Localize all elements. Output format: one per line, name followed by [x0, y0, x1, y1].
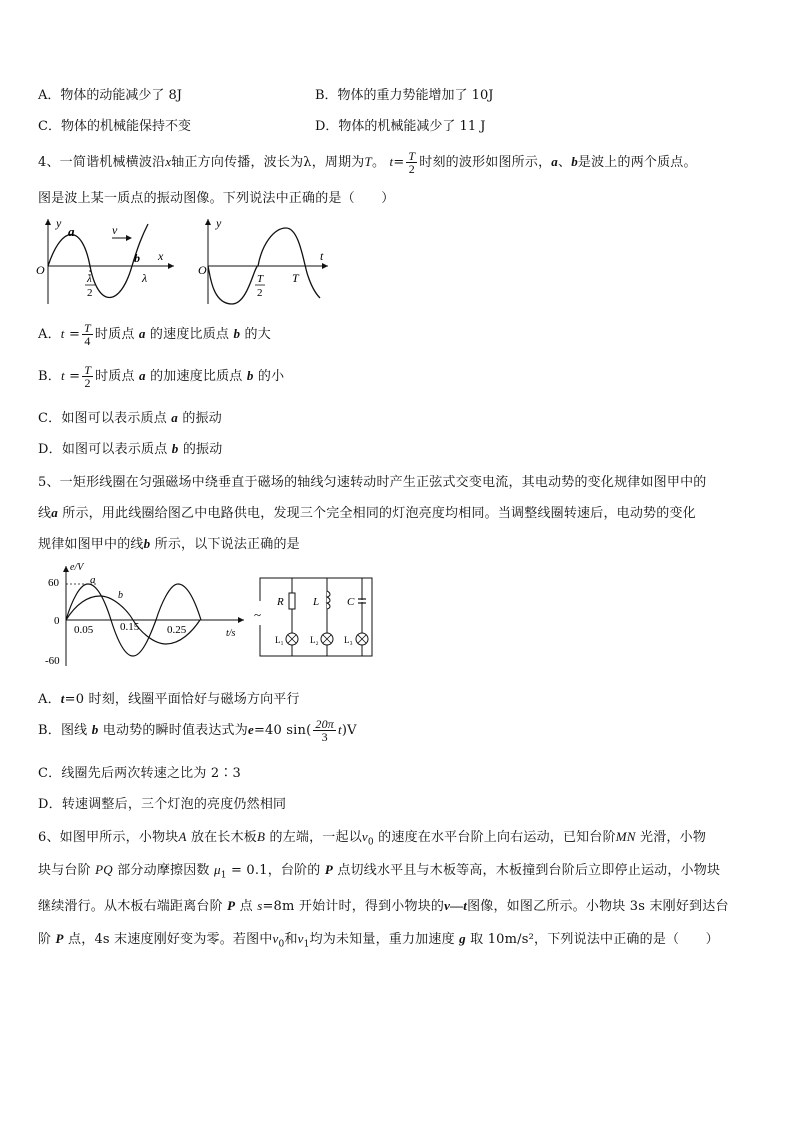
- circuit-R-label: R: [277, 596, 284, 608]
- wave-half-lambda-num: λ: [87, 273, 92, 285]
- emf-x-tick-3: 0.25: [167, 624, 187, 636]
- q5-option-c: C．线圈先后两次转速之比为 2∶3: [38, 766, 242, 781]
- emf-curve-b-label: b: [118, 590, 123, 601]
- q5-option-d: D．转速调整后，三个灯泡的亮度仍然相同: [38, 797, 287, 812]
- vib-origin-label: O: [198, 263, 207, 277]
- emf-x-tick-1: 0.05: [74, 624, 94, 636]
- q4-wave-figure: [32, 214, 182, 309]
- q3-option-d: D．物体的机械能减少了 11 J: [315, 119, 486, 134]
- wave-x-label: x: [158, 249, 164, 263]
- q6-stem-line4: 阶 P 点，4s 末速度刚好变为零。若图中$v_0$和$v_1$均为未知量，重力加速度 g 取 10m/s²，下列说法中正确的是（ ）: [38, 931, 719, 950]
- circuit-L2-label: L₂: [310, 635, 319, 645]
- circuit-ac-source: ~: [254, 607, 262, 622]
- q4-option-c: C．如图可以表示质点 a 的振动: [38, 410, 222, 426]
- emf-yneg60-label: -60: [45, 655, 60, 667]
- vib-t-label: t: [320, 249, 324, 263]
- emf-y60-label: 60: [48, 577, 59, 589]
- q6-stem-line2: 块与台阶 PQ 部分动摩擦因数 $\mu_1 = 0.1$，台阶的 P 点切线水平且与木板等高，木板撞到台阶后立即停止运动，小物块: [38, 862, 721, 881]
- vib-y-label: y: [216, 216, 222, 230]
- q4-stem-line2: 图是波上某一质点的振动图像。下列说法中正确的是（ ）: [38, 191, 395, 206]
- circuit-L3-label: L₃: [344, 635, 353, 645]
- emf-curve-a-label: a: [90, 574, 96, 586]
- circuit-L1-label: L₁: [275, 635, 284, 645]
- vib-T-label: T: [292, 271, 299, 285]
- q5-stem-line1: 5、一矩形线圈在匀强磁场中绕垂直于磁场的轴线匀速转动时产生正弦式交变电流，其电动势的变化规律如图甲中的: [38, 475, 707, 490]
- emf-x-axis-label: t/s: [226, 628, 236, 639]
- q4-stem-fraction: $\frac{T}{2}$: [408, 149, 416, 176]
- emf-y0-label: 0: [54, 615, 60, 627]
- wave-lambda-label: λ: [142, 271, 148, 285]
- q6-stem-line3: 继续滑行。从木板右端距离台阶 P 点 s=8m 开始计时，得到小物块的v—t图像，如图乙所示。小物块 3s 末刚好到达台: [38, 898, 729, 914]
- wave-half-lambda-den: 2: [87, 287, 93, 299]
- wave-point-a-label: a: [68, 224, 75, 239]
- q4-option-a: A．t = $\frac{T}{4}$ 时质点 a 的速度比质点 b 的大: [38, 321, 271, 348]
- wave-velocity-label: v: [112, 223, 118, 237]
- q5-emf-figure: [40, 560, 250, 670]
- q5-stem-line3: 规律如图甲中的线b 所示，以下说法正确的是: [38, 536, 300, 552]
- q5-option-b: B．图线 b 电动势的瞬时值表达式为e=40 sin( $\frac{20\pi}{3}$ t)V: [38, 717, 357, 744]
- q5-circuit-figure: [255, 573, 380, 663]
- q3-option-c: C．物体的机械能保持不变: [38, 119, 191, 134]
- q6-stem-line1: 6、如图甲所示，小物块A 放在长木板B 的左端，一起以$v_0$ 的速度在水平台阶上向右运动，已知台阶MN 光滑，小物: [38, 829, 707, 848]
- q4-stem-line1: 4、一简谐机械横波沿x轴正方向传播，波长为λ，周期为T。 t= $\frac{T}{2}$ 时刻的波形如图所示，a、b是波上的两个质点。: [38, 149, 697, 176]
- vib-half-T-den: 2: [257, 287, 263, 299]
- emf-x-tick-2: 0.15: [120, 621, 140, 633]
- q4-option-b: B．t = $\frac{T}{2}$ 时质点 a 的加速度比质点 b 的小: [38, 363, 285, 390]
- circuit-C-label: C: [347, 596, 355, 608]
- circuit-L-label: L: [313, 596, 320, 608]
- q4-option-d: D．如图可以表示质点 b 的振动: [38, 441, 223, 457]
- wave-y-label: y: [56, 216, 62, 230]
- emf-y-axis-label: e/V: [70, 562, 84, 573]
- wave-point-b-label: b: [134, 251, 140, 265]
- q5-option-a: A．t=0 时刻，线圈平面恰好与磁场方向平行: [38, 691, 300, 707]
- q3-option-b: B．物体的重力势能增加了 10J: [315, 88, 494, 103]
- q4-vibration-figure: [196, 214, 336, 309]
- q3-option-a: A．物体的动能减少了 8J: [38, 88, 183, 103]
- q5-stem-line2: 线a 所示，用此线圈给图乙中电路供电，发现三个完全相同的灯泡亮度均相同。当调整线圈转速后，电动势的变化: [38, 505, 696, 521]
- wave-origin-label: O: [36, 263, 45, 277]
- vib-half-T-num: T: [257, 273, 264, 285]
